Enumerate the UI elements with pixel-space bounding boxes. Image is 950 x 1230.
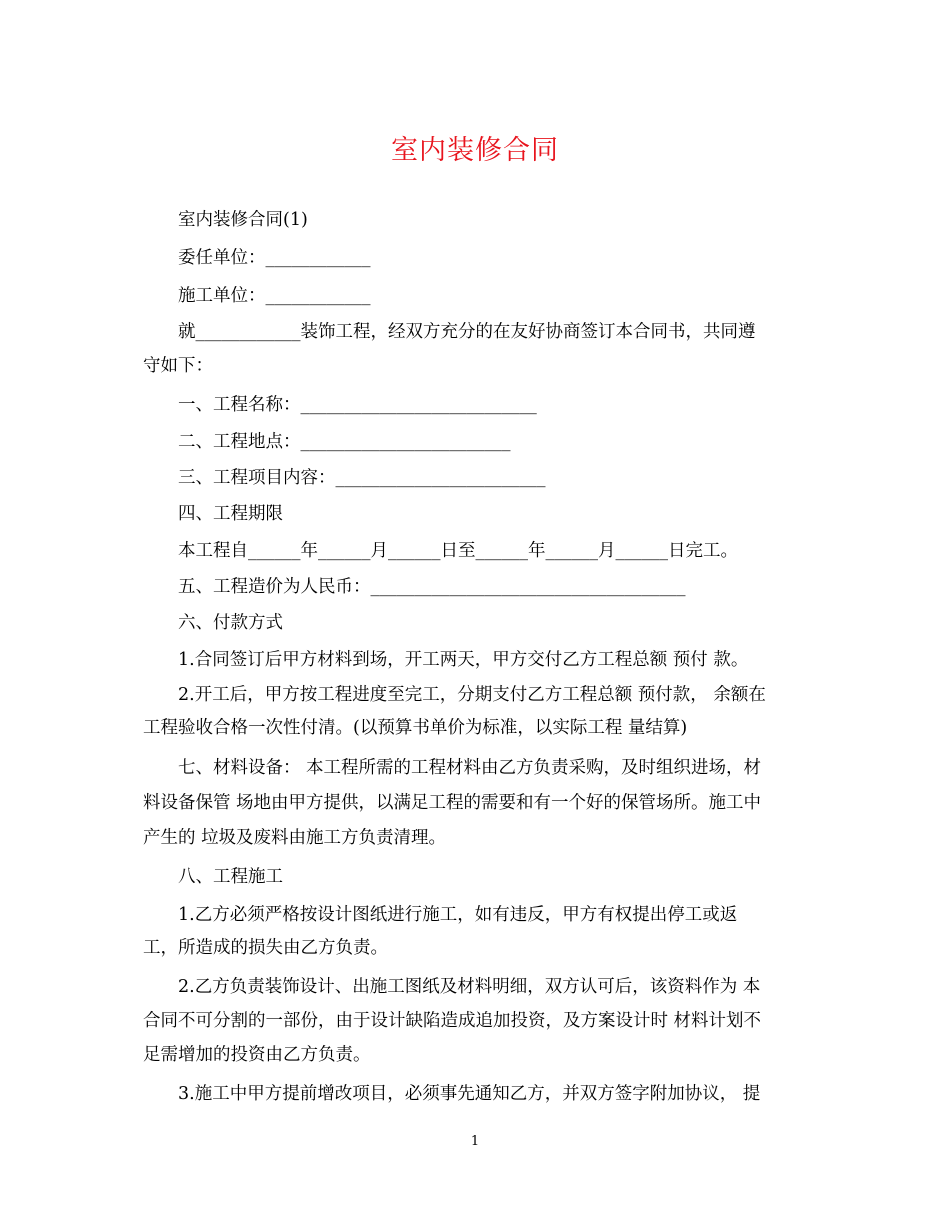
section-heading: 六、付款方式	[178, 613, 283, 633]
project-period-line: 本工程自______年______月______日至______年______月______日完工。	[178, 541, 738, 561]
paragraph-line: 3.施工中甲方提前增改项目，必须事先通知乙方，并双方签字附加协议， 提	[178, 1084, 761, 1104]
contract-subtitle: 室内装修合同(1)	[178, 210, 308, 230]
document-title: 室内装修合同	[391, 135, 559, 166]
paragraph-line: 就____________装饰工程，经双方充分的在友好协商签订本合同书，共同遵	[178, 322, 756, 342]
paragraph-line: 足需增加的投资由乙方负责。	[143, 1045, 371, 1065]
paragraph-line: 料设备保管 场地由甲方提供，以满足工程的需要和有一个好的保管场所。施工中	[143, 793, 762, 813]
paragraph-line: 2.乙方负责装饰设计、出施工图纸及材料明细，双方认可后，该资料作为 本	[178, 977, 761, 997]
paragraph-line: 七、材料设备： 本工程所需的工程材料由乙方负责采购，及时组织进场，材	[178, 758, 762, 778]
page-number: 1	[470, 1134, 480, 1149]
client-unit-line: 委任单位：____________	[178, 248, 371, 268]
section-heading: 八、工程施工	[178, 867, 283, 887]
paragraph-line: 1.乙方必须严格按设计图纸进行施工，如有违反，甲方有权提出停工或返	[178, 905, 738, 925]
paragraph-line: 2.开工后，甲方按工程进度至完工，分期支付乙方工程总额 预付款， 余额在	[178, 685, 766, 705]
paragraph-line: 守如下：	[143, 356, 213, 376]
contractor-unit-line: 施工单位：____________	[178, 286, 371, 306]
project-name-line: 一、工程名称：___________________________	[178, 395, 537, 415]
paragraph-line: 产生的 垃圾及废料由施工方负责清理。	[143, 828, 447, 848]
paragraph-line: 工，所造成的损失由乙方负责。	[143, 938, 388, 958]
section-heading: 四、工程期限	[178, 504, 283, 524]
paragraph-line: 合同不可分割的一部份，由于设计缺陷造成追加投资，及方案设计时 材料计划不	[143, 1011, 762, 1031]
project-cost-line: 五、工程造价为人民币：____________________________________	[178, 577, 686, 597]
paragraph-line: 1.合同签订后甲方材料到场，开工两天，甲方交付乙方工程总额 预付 款。	[178, 650, 749, 670]
project-content-line: 三、工程项目内容：________________________	[178, 468, 546, 488]
paragraph-line: 工程验收合格一次性付清。(以预算书单价为标准，以实际工程 量结算)	[143, 718, 688, 738]
project-location-line: 二、工程地点：________________________	[178, 432, 511, 452]
